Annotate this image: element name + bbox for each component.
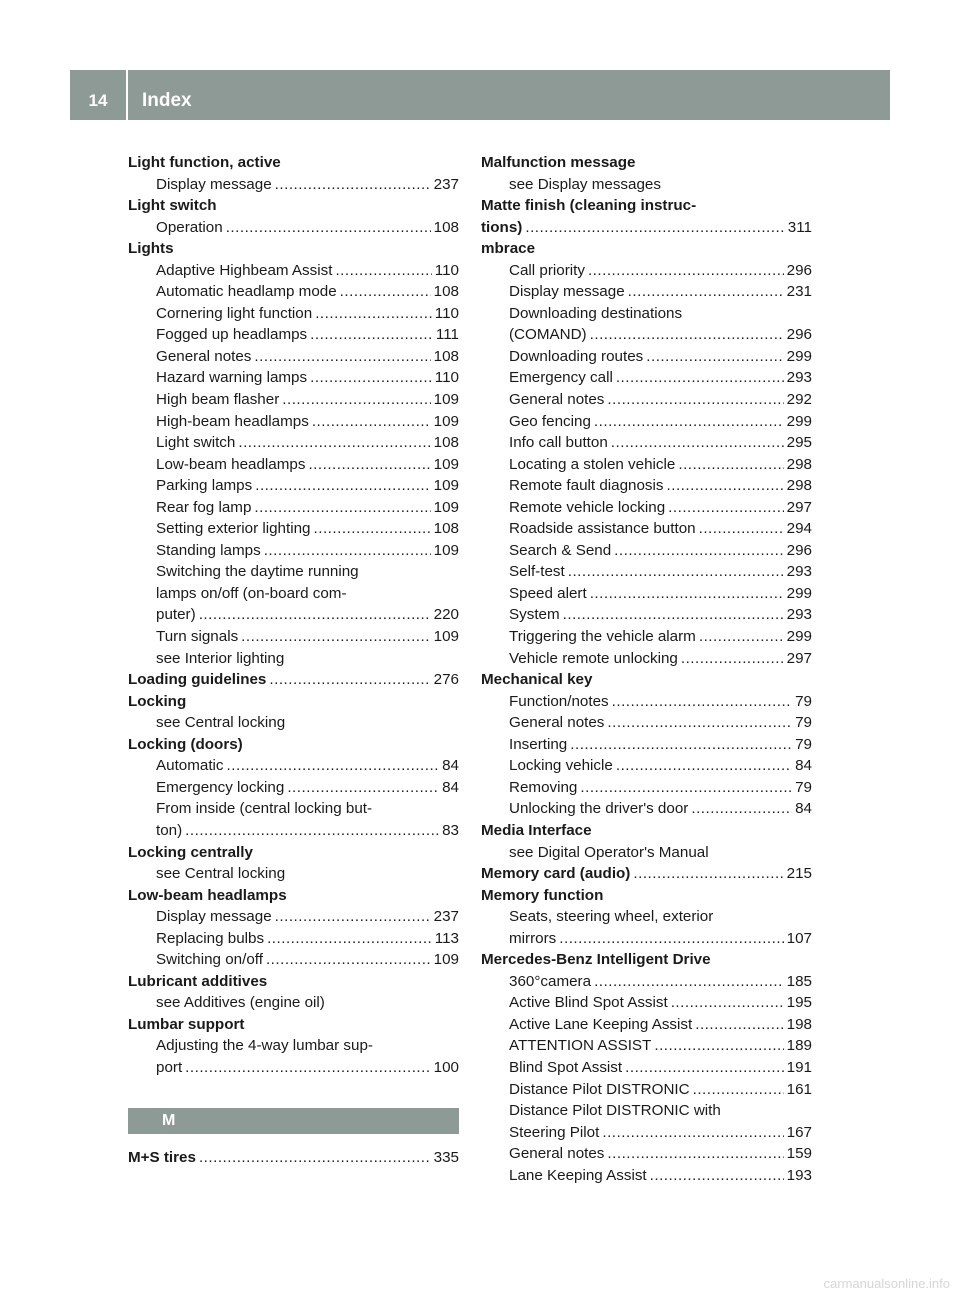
dot-leader (695, 1014, 783, 1036)
entry-label: tions) (481, 218, 523, 236)
page-reference: 109 (433, 391, 459, 409)
dot-leader (668, 497, 783, 519)
dot-leader (612, 691, 792, 713)
page-reference: 108 (433, 347, 459, 365)
entry-label: Distance Pilot DISTRONIC (509, 1080, 690, 1098)
dot-leader (580, 777, 792, 799)
page-reference: 296 (786, 326, 812, 344)
entry-label: General notes (509, 714, 605, 732)
entry-label: Function/notes (509, 692, 609, 710)
page-reference: 215 (786, 865, 812, 883)
dot-leader (314, 518, 431, 540)
dot-leader (681, 648, 784, 670)
index-subentry (481, 411, 812, 433)
index-subentry (481, 367, 812, 389)
entry-label: High beam flasher (156, 391, 280, 409)
index-subentry (481, 1143, 812, 1165)
dot-leader (312, 411, 431, 433)
page-reference: 161 (786, 1080, 812, 1098)
dot-leader (607, 389, 783, 411)
index-column-right (481, 152, 812, 1186)
index-heading: Matte finish (cleaning instruc- (481, 197, 697, 215)
page-reference: 294 (786, 520, 812, 538)
page-reference: 79 (795, 714, 812, 732)
index-subentry (128, 928, 459, 950)
index-subentry (481, 432, 812, 454)
index-subentry (481, 626, 812, 648)
dot-leader (525, 217, 784, 239)
dot-leader (594, 411, 784, 433)
dot-leader (611, 432, 784, 454)
entry-label: Unlocking the driver's door (509, 800, 689, 818)
index-heading-entry (128, 1147, 459, 1169)
page-reference: 296 (786, 541, 812, 559)
dot-leader (693, 1079, 784, 1101)
index-subentry (481, 648, 812, 670)
page-reference: 159 (786, 1145, 812, 1163)
dot-leader (267, 928, 432, 950)
dot-leader (315, 303, 432, 325)
entry-label: ATTENTION ASSIST (509, 1037, 652, 1055)
index-subentry (481, 1035, 812, 1057)
dot-leader (607, 1143, 783, 1165)
entry-label: puter) (156, 606, 196, 624)
dot-leader (699, 626, 784, 648)
dot-leader (241, 626, 430, 648)
index-subentry (128, 497, 459, 519)
page-reference: 109 (433, 477, 459, 495)
page-reference: 195 (786, 994, 812, 1012)
entry-label: (COMAND) (509, 326, 587, 344)
dot-leader (269, 669, 430, 691)
page-reference: 198 (786, 1015, 812, 1033)
section-spacer (128, 1079, 459, 1108)
index-subentry (128, 626, 459, 648)
entry-label: ton) (156, 821, 183, 839)
entry-label: Switching on/off (156, 951, 263, 969)
dot-leader (671, 992, 784, 1014)
index-heading-entry (481, 863, 812, 885)
index-subentry-text: Switching the daytime running (156, 563, 359, 581)
dot-leader (238, 432, 430, 454)
page-reference: 293 (786, 563, 812, 581)
entry-label: Geo fencing (509, 412, 591, 430)
index-subentry (128, 604, 459, 626)
entry-label: Steering Pilot (509, 1123, 600, 1141)
page-reference: 110 (434, 369, 459, 387)
dot-leader (616, 367, 784, 389)
index-heading: Media Interface (481, 821, 592, 839)
dot-leader (282, 389, 430, 411)
entry-label: Call priority (509, 261, 585, 279)
dot-leader (650, 1165, 784, 1187)
index-heading-entry (128, 669, 459, 691)
index-subentry-text: see Digital Operator's Manual (509, 843, 709, 861)
entry-label: Active Lane Keeping Assist (509, 1015, 693, 1033)
index-heading: Light function, active (128, 154, 281, 171)
index-subentry (481, 1014, 812, 1036)
page-reference: 109 (433, 412, 459, 430)
index-subentry (481, 389, 812, 411)
entry-label: System (509, 606, 560, 624)
entry-label: Emergency call (509, 369, 613, 387)
page-reference: 79 (795, 692, 812, 710)
dot-leader (678, 454, 783, 476)
header-divider (126, 70, 128, 120)
dot-leader (559, 928, 783, 950)
page-reference: 84 (442, 778, 459, 796)
page-reference: 296 (786, 261, 812, 279)
entry-label: Automatic (156, 757, 224, 775)
index-subentry (128, 324, 459, 346)
dot-leader (335, 260, 431, 282)
dot-leader (227, 755, 440, 777)
page-reference: 237 (433, 175, 459, 193)
entry-label: Remote vehicle locking (509, 498, 666, 516)
entry-label: Parking lamps (156, 477, 253, 495)
page-reference: 111 (435, 326, 459, 344)
dot-leader (275, 906, 431, 928)
watermark: carmanualsonline.info (823, 1276, 950, 1291)
entry-label: Info call button (509, 434, 608, 452)
page-reference: 79 (795, 735, 812, 753)
page-reference: 292 (786, 391, 812, 409)
dot-leader (590, 324, 784, 346)
page-reference: 108 (433, 434, 459, 452)
entry-label: Downloading routes (509, 347, 644, 365)
entry-label: Self-test (509, 563, 565, 581)
index-heading: Locking (128, 692, 187, 710)
index-subentry (128, 432, 459, 454)
entry-label: Triggering the vehicle alarm (509, 628, 696, 646)
index-subentry-text: From inside (central locking but- (156, 800, 373, 818)
dot-leader (275, 174, 431, 196)
index-subentry (128, 755, 459, 777)
index-heading: Lights (128, 240, 174, 258)
entry-label: Automatic headlamp mode (156, 283, 337, 301)
index-subentry (128, 540, 459, 562)
index-subentry (481, 734, 812, 756)
dot-leader (607, 712, 792, 734)
entry-label: Removing (509, 778, 578, 796)
dot-leader (199, 604, 431, 626)
entry-label: Low-beam headlamps (156, 455, 306, 473)
dot-leader (646, 346, 783, 368)
index-subentry-text: Seats, steering wheel, exterior (509, 908, 714, 926)
page-reference: 109 (433, 628, 459, 646)
index-subentry (128, 217, 459, 239)
index-heading: Mercedes-Benz Intelligent Drive (481, 951, 711, 969)
index-heading: Lubricant additives (128, 972, 268, 990)
index-subentry (481, 712, 812, 734)
page-reference: 298 (786, 455, 812, 473)
entry-label: port (156, 1058, 183, 1076)
dot-leader (588, 260, 784, 282)
entry-label: Locating a stolen vehicle (509, 455, 676, 473)
entry-label: Replacing bulbs (156, 929, 265, 947)
page-reference: 231 (786, 283, 812, 301)
index-subentry (128, 475, 459, 497)
dot-leader (602, 1122, 783, 1144)
dot-leader (614, 540, 783, 562)
entry-label: Inserting (509, 735, 568, 753)
index-subentry (128, 518, 459, 540)
page-reference: 84 (795, 800, 812, 818)
entry-label: Speed alert (509, 584, 587, 602)
index-subentry (128, 281, 459, 303)
page-reference: 84 (795, 757, 812, 775)
page-reference: 79 (795, 778, 812, 796)
dot-leader (654, 1035, 783, 1057)
page-number: 14 (88, 91, 108, 110)
page-reference: 108 (433, 520, 459, 538)
dot-leader (185, 1057, 430, 1079)
page-reference: 108 (433, 283, 459, 301)
dot-leader (563, 604, 784, 626)
entry-label: Active Blind Spot Assist (509, 994, 668, 1012)
entry-label: Remote fault diagnosis (509, 477, 664, 495)
entry-label: Emergency locking (156, 778, 285, 796)
entry-label: Light switch (156, 434, 236, 452)
dot-leader (264, 540, 431, 562)
page-reference: 193 (786, 1166, 812, 1184)
index-subentry-text: Adjusting the 4-way lumbar sup- (156, 1037, 373, 1055)
page-reference: 298 (786, 477, 812, 495)
page-reference: 311 (787, 218, 812, 236)
index-subentry (481, 497, 812, 519)
page-reference: 293 (786, 606, 812, 624)
page-reference: 110 (434, 304, 459, 322)
index-column-left (128, 152, 459, 1168)
dot-leader (310, 324, 433, 346)
entry-label: Loading guidelines (128, 671, 267, 689)
dot-leader (699, 518, 784, 540)
index-subentry (128, 820, 459, 842)
index-heading: Malfunction message (481, 154, 636, 171)
page-reference: 276 (433, 671, 459, 689)
page-reference: 220 (433, 606, 459, 624)
dot-leader (254, 497, 430, 519)
page-reference: 84 (442, 757, 459, 775)
page-reference: 100 (433, 1058, 459, 1076)
dot-leader (667, 475, 784, 497)
page-reference: 109 (433, 455, 459, 473)
dot-leader (590, 583, 784, 605)
index-heading: mbrace (481, 240, 536, 258)
index-subentry (481, 561, 812, 583)
dot-leader (266, 949, 431, 971)
dot-leader (340, 281, 431, 303)
page-reference: 113 (434, 929, 459, 947)
entry-label: High-beam headlamps (156, 412, 309, 430)
index-subentry (481, 518, 812, 540)
entry-label: M+S tires (128, 1148, 196, 1166)
page-reference: 108 (433, 218, 459, 236)
index-subentry-text: lamps on/off (on-board com- (156, 584, 347, 602)
index-subentry (128, 303, 459, 325)
index-subentry (128, 411, 459, 433)
entry-label: 360°camera (509, 972, 592, 990)
index-subentry (481, 540, 812, 562)
entry-label: Display message (509, 283, 625, 301)
entry-label: Setting exterior lighting (156, 520, 311, 538)
page-reference: 299 (786, 584, 812, 602)
page-reference: 185 (786, 972, 812, 990)
entry-label: Cornering light function (156, 304, 313, 322)
index-subentry (481, 583, 812, 605)
index-subentry (481, 1057, 812, 1079)
page-reference: 167 (786, 1123, 812, 1141)
page-reference: 335 (433, 1148, 459, 1166)
dot-leader (568, 561, 784, 583)
index-subentry (481, 691, 812, 713)
page-reference: 107 (786, 929, 812, 947)
index-subentry (128, 367, 459, 389)
entry-label: Display message (156, 908, 272, 926)
entry-label: mirrors (509, 929, 557, 947)
index-subentry (481, 992, 812, 1014)
index-subentry-text: see Central locking (156, 714, 286, 732)
dot-leader (255, 475, 430, 497)
index-subentry-text: Distance Pilot DISTRONIC with (509, 1102, 721, 1120)
index-subentry (481, 1079, 812, 1101)
entry-label: Roadside assistance button (509, 520, 696, 538)
index-subentry-text: see Interior lighting (156, 649, 285, 667)
index-heading: Low-beam headlamps (128, 886, 287, 904)
index-subentry (481, 1165, 812, 1187)
index-heading: Light switch (128, 197, 217, 215)
dot-leader (254, 346, 430, 368)
index-subentry-text: see Display messages (509, 175, 661, 193)
index-subentry-text: see Additives (engine oil) (156, 994, 325, 1012)
dot-leader (616, 755, 792, 777)
entry-label: General notes (509, 1145, 605, 1163)
page-reference: 299 (786, 347, 812, 365)
index-subentry (481, 454, 812, 476)
dot-leader (570, 734, 792, 756)
index-subentry (128, 260, 459, 282)
entry-label: Lane Keeping Assist (509, 1166, 647, 1184)
page-reference: 293 (786, 369, 812, 387)
page-reference: 237 (433, 908, 459, 926)
dot-leader (185, 820, 439, 842)
page-reference: 299 (786, 412, 812, 430)
page-reference: 189 (786, 1037, 812, 1055)
dot-leader (310, 367, 432, 389)
index-heading: Lumbar support (128, 1015, 245, 1033)
index-subentry (481, 346, 812, 368)
entry-label: Blind Spot Assist (509, 1058, 623, 1076)
dot-leader (226, 217, 431, 239)
index-subentry (128, 949, 459, 971)
index-heading: Locking (doors) (128, 735, 243, 753)
page-reference: 109 (433, 541, 459, 559)
dot-leader (199, 1147, 431, 1169)
entry-label: Locking vehicle (509, 757, 613, 775)
dot-leader (691, 798, 792, 820)
index-subentry (481, 281, 812, 303)
page-reference: 83 (442, 821, 459, 839)
index-subentry (481, 604, 812, 626)
index-subentry (128, 174, 459, 196)
entry-label: Fogged up headlamps (156, 326, 308, 344)
dot-leader (628, 281, 784, 303)
letter-section-header: M (128, 1108, 459, 1134)
index-subentry (481, 798, 812, 820)
index-subentry (481, 777, 812, 799)
index-subentry (128, 454, 459, 476)
entry-label: Hazard warning lamps (156, 369, 308, 387)
index-subentry-text: Downloading destinations (509, 304, 683, 322)
index-heading: Memory function (481, 886, 604, 904)
entry-label: Turn signals (156, 628, 239, 646)
index-subentry (481, 755, 812, 777)
dot-leader (594, 971, 784, 993)
entry-label: General notes (156, 347, 252, 365)
entry-label: Standing lamps (156, 541, 261, 559)
index-subentry (481, 260, 812, 282)
entry-label: Search & Send (509, 541, 612, 559)
dot-leader (308, 454, 430, 476)
index-subentry (481, 475, 812, 497)
index-heading-entry (481, 217, 812, 239)
index-subentry (128, 777, 459, 799)
index-heading: Mechanical key (481, 671, 593, 689)
index-subentry (128, 389, 459, 411)
index-subentry (128, 346, 459, 368)
page-reference: 295 (786, 434, 812, 452)
dot-leader (633, 863, 783, 885)
entry-label: General notes (509, 391, 605, 409)
page-reference: 297 (786, 649, 812, 667)
index-subentry (481, 1122, 812, 1144)
index-subentry (128, 906, 459, 928)
index-subentry (481, 971, 812, 993)
dot-leader (625, 1057, 784, 1079)
entry-label: Operation (156, 218, 223, 236)
page-reference: 109 (433, 951, 459, 969)
index-subentry (481, 928, 812, 950)
section-title: Index (142, 90, 192, 111)
page-reference: 299 (786, 628, 812, 646)
index-heading: Locking centrally (128, 843, 253, 861)
index-subentry (481, 324, 812, 346)
index-subentry-text: see Central locking (156, 865, 286, 883)
page-reference: 297 (786, 498, 812, 516)
entry-label: Memory card (audio) (481, 865, 631, 883)
page-reference: 191 (786, 1058, 812, 1076)
entry-label: Rear fog lamp (156, 498, 252, 516)
entry-label: Display message (156, 175, 272, 193)
entry-label: Adaptive Highbeam Assist (156, 261, 333, 279)
index-subentry (128, 1057, 459, 1079)
page-reference: 110 (434, 261, 459, 279)
entry-label: Vehicle remote unlocking (509, 649, 678, 667)
page-header (70, 70, 890, 120)
dot-leader (287, 777, 439, 799)
page-reference: 109 (433, 498, 459, 516)
